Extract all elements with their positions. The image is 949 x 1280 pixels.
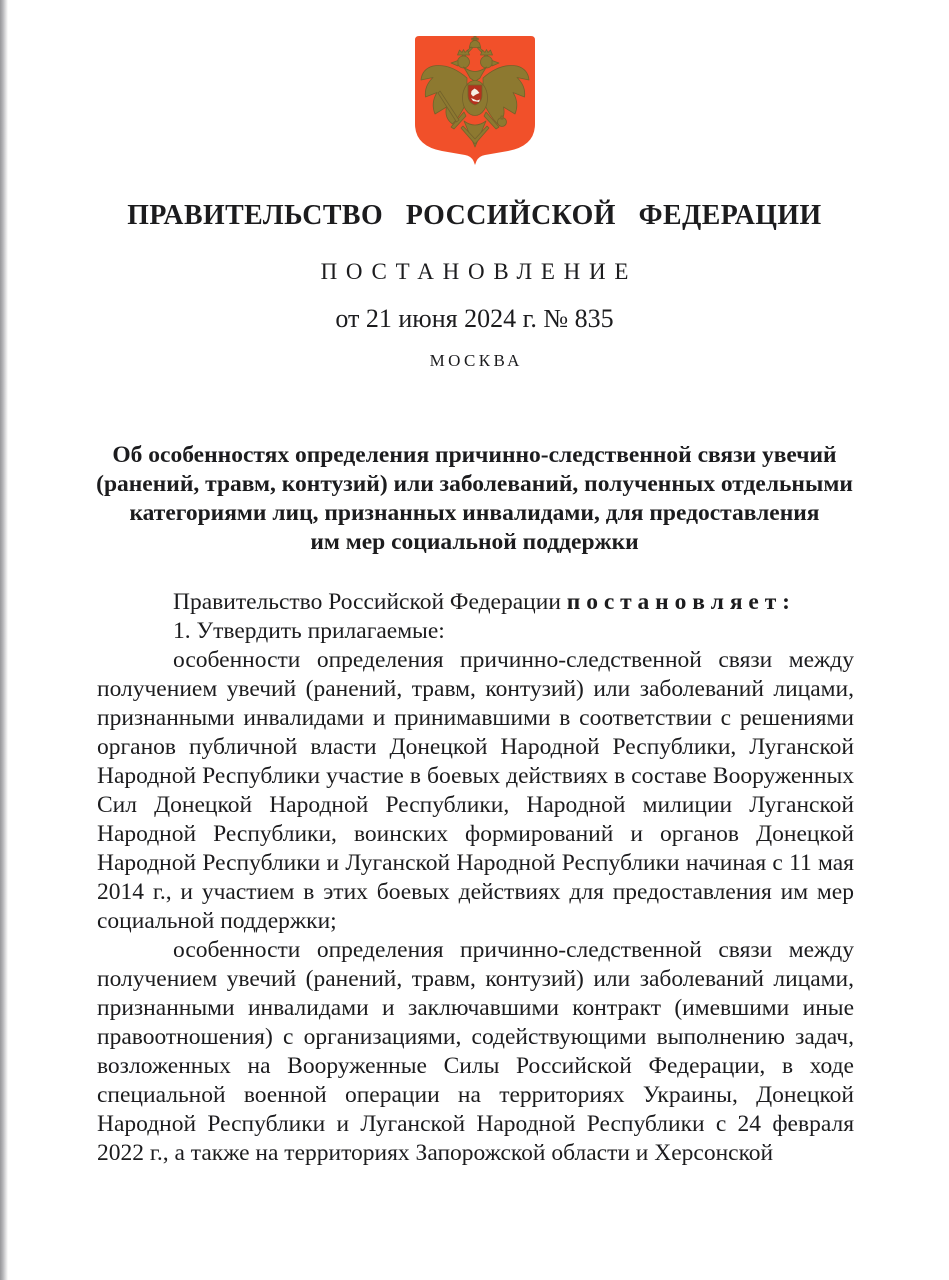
decree-title-line: им мер социальной поддержки (310, 529, 639, 555)
decree-title-line: категориями лиц, признанных инвалидами, для предоставления (129, 500, 820, 526)
decree-title (94, 441, 855, 557)
government-org-title: ПРАВИТЕЛЬСТВО РОССИЙСКОЙ ФЕДЕРАЦИИ (127, 199, 822, 231)
decree-body (97, 588, 854, 1168)
body-paragraph: особенности определения причинно-следственной связи между получением увечий (ранений, травм, контузий) или заболеваний лицами, признанными инвалидами и заключавшими контракт (имевшими иные правоотношения) с организациями, содействующими выполнению задач, возложенных на Вооруженные Силы Российской Федерации, в ходе специальной военной операции на территориях Украины, Донецкой Народной Республики и Луганской Народной Республики с 24 февраля 2022 г., а также на территориях Запорожской области и Херсонской (97, 937, 854, 1166)
document-type-heading: ПОСТАНОВЛЕНИЕ (320, 259, 638, 284)
decree-title-line: Об особенностях определения причинно-следственной связи увечий (112, 442, 837, 468)
resolution-verb: п о с т а н о в л я е т : (566, 589, 790, 615)
resolution-clause (97, 588, 854, 617)
body-paragraph: особенности определения причинно-следственной связи между получением увечий (ранений, травм, контузий) или заболеваний лицами, признанными инвалидами и принимавшими в соответствии с решениями органов публичной власти Донецкой Народной Республики, Луганской Народной Республики участие в боевых действиях в составе Вооруженных Сил Донецкой Народной Республики, Народной милиции Луганской Народной Республики, воинских формирований и органов Донецкой Народной Республики и Луганской Народной Республики начиная с 11 мая 2014 г., и участием в этих боевых действиях для предоставления им мер социальной поддержки; (97, 647, 854, 934)
resolution-intro: Правительство Российской Федерации (173, 589, 567, 615)
russian-coat-of-arms-emblem (413, 34, 537, 173)
decree-date-number: от 21 июня 2024 г. № 835 (335, 304, 614, 333)
body-paragraph: 1. Утвердить прилагаемые: (173, 618, 445, 644)
decree-title-line: (ранений, травм, контузий) или заболеваний, полученных отдельными (96, 471, 853, 497)
city-label: МОСКВА (429, 351, 523, 370)
